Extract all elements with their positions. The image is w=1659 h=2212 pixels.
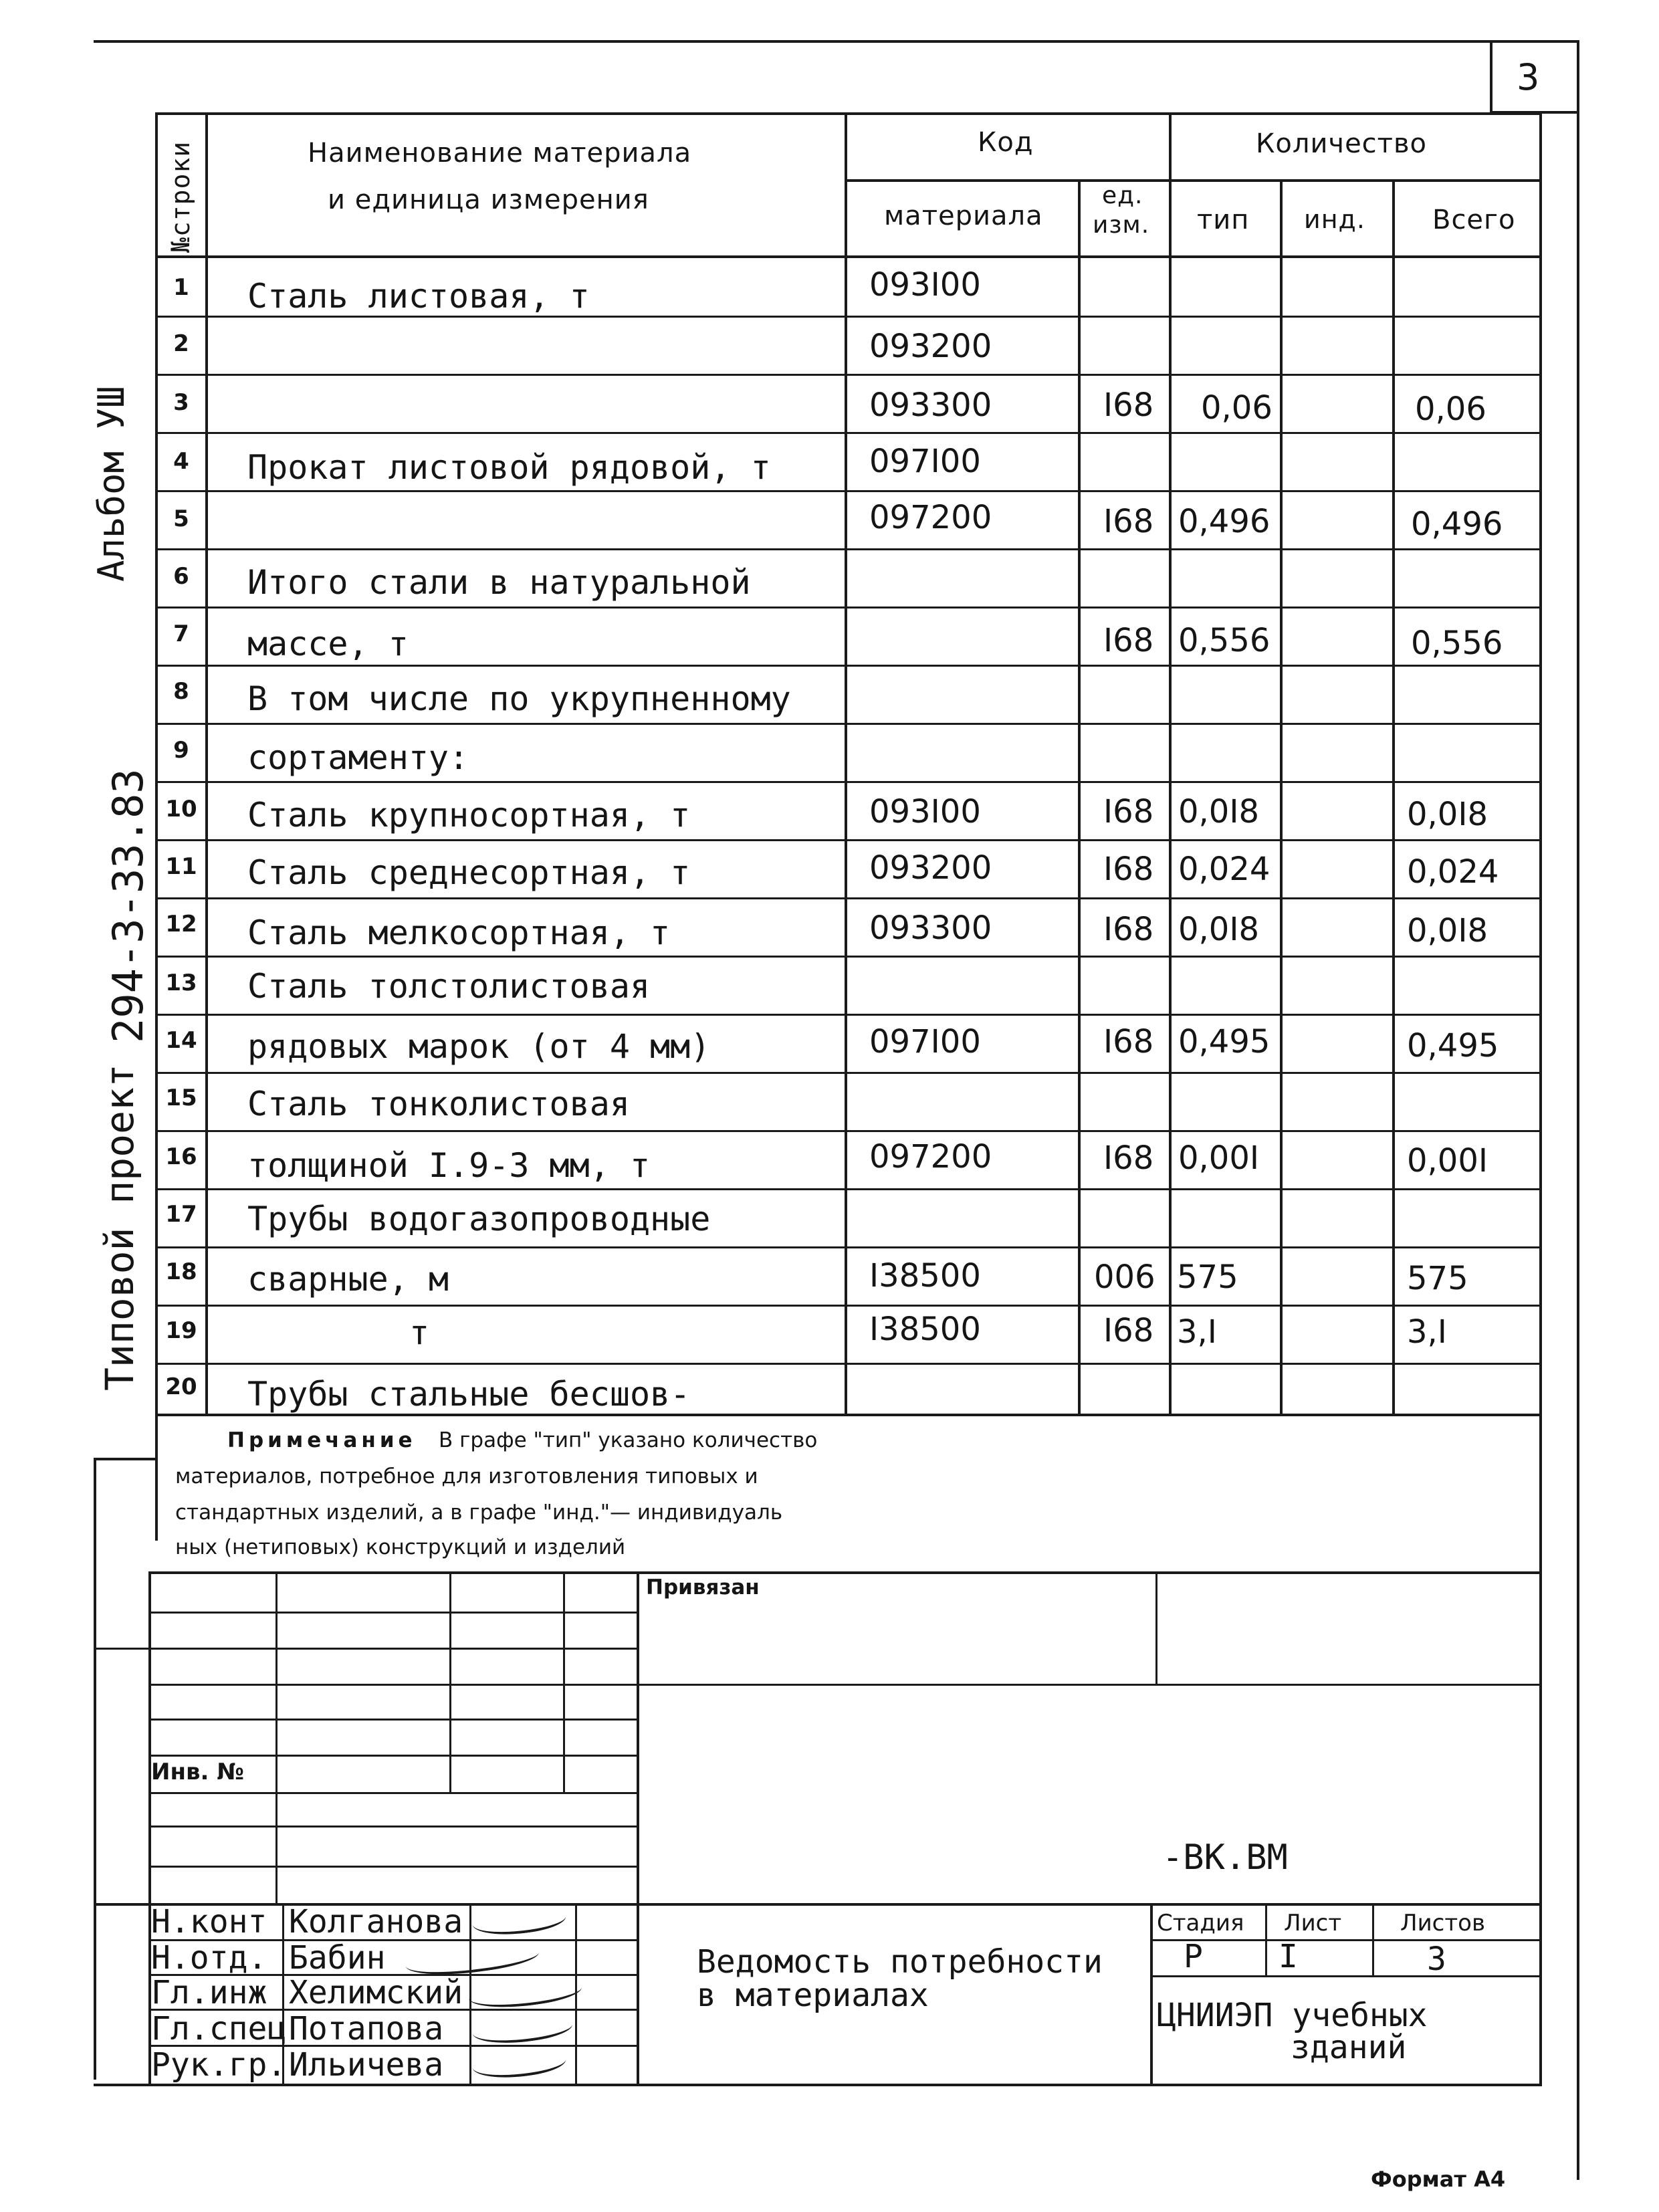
row-name: т	[409, 1313, 430, 1352]
row-code: 097I00	[869, 1023, 981, 1061]
side-project-code: 294-3-33.83	[104, 768, 152, 1043]
row-total: 0,0I8	[1407, 912, 1488, 950]
stage-label: Стадия	[1157, 1910, 1244, 1937]
doc-code: -ВК.ВМ	[1162, 1838, 1288, 1878]
row-name: Итого стали в натуральной	[247, 563, 751, 602]
row-unit: I68	[1103, 622, 1154, 659]
person-role: Гл.спец	[151, 2010, 287, 2048]
row-code: 093200	[869, 849, 992, 887]
row-total: 0,0I8	[1407, 796, 1488, 833]
header-name-line2: и единица измерения	[328, 185, 649, 215]
sheet-value: I	[1279, 1938, 1298, 1975]
row-typ: 0,556	[1178, 622, 1270, 659]
frame-right	[1577, 40, 1579, 2180]
row-number: 6	[173, 563, 189, 590]
row-number: 7	[173, 621, 189, 647]
row-total: 0,00I	[1407, 1142, 1488, 1180]
row-total: 0,06	[1415, 391, 1486, 428]
note-top	[155, 1414, 1542, 1416]
row-unit: I68	[1103, 911, 1154, 948]
row-name: толщиной I.9-3 мм, т	[247, 1146, 651, 1185]
row-code: 097I00	[869, 443, 981, 480]
signature-3	[467, 1971, 583, 2013]
row-name: сварные, м	[247, 1260, 449, 1299]
doc-title-line2: в материалах	[697, 1977, 929, 2014]
sheets-value: 3	[1427, 1941, 1446, 1978]
signature-5	[471, 2043, 567, 2083]
note-label: Примечание	[227, 1428, 417, 1452]
note-line1: В графе "тип" указано количество	[439, 1428, 818, 1452]
row-number: 10	[165, 796, 197, 822]
row-name: Сталь крупносортная, т	[247, 796, 691, 835]
row-name: Трубы стальные бесшов-	[247, 1375, 691, 1414]
row-number: 20	[165, 1373, 197, 1400]
row-number: 4	[173, 448, 189, 475]
header-code: Код	[978, 127, 1034, 158]
row-typ: 0,495	[1178, 1023, 1270, 1061]
row-code: 093200	[869, 328, 992, 365]
org-line1: ЦНИИЭП учебных	[1157, 1997, 1428, 2034]
row-name: Трубы водогазопроводные	[247, 1200, 711, 1238]
row-typ: 0,024	[1178, 851, 1270, 888]
sheet-label: Лист	[1284, 1910, 1342, 1937]
row-typ: 0,00I	[1178, 1139, 1260, 1177]
row-name: рядовых марок (от 4 мм)	[247, 1027, 711, 1066]
outer-left-frame	[94, 1458, 96, 2080]
row-code: I38500	[869, 1311, 981, 1348]
row-unit: I68	[1103, 1023, 1154, 1061]
row-unit: I68	[1103, 1312, 1154, 1349]
row-name: Сталь тонколистовая	[247, 1085, 630, 1123]
page-number: 3	[1517, 56, 1540, 98]
row-name: Сталь среднесортная, т	[247, 853, 691, 892]
row-number: 5	[173, 506, 189, 532]
row-code: 097200	[869, 499, 992, 536]
side-project-type: Типовой проект	[97, 1064, 142, 1391]
row-number: 14	[165, 1027, 197, 1054]
row-total: 3,I	[1407, 1313, 1447, 1351]
person-name: Хелимский	[289, 1974, 463, 2011]
person-role: Гл.инж	[151, 1974, 267, 2011]
row-total: 0,496	[1411, 506, 1503, 543]
note-line4: ных (нетиповых) конструкций и изделий	[175, 1535, 626, 1559]
row-code: 093I00	[869, 266, 981, 304]
row-number: 19	[165, 1317, 197, 1344]
header-material: материала	[884, 201, 1043, 231]
row-number: 11	[165, 853, 197, 880]
note-right	[1539, 1414, 1542, 1541]
person-role: Н.конт	[151, 1903, 267, 1941]
row-typ: 0,0I8	[1178, 911, 1260, 948]
doc-title-line1: Ведомость потребности	[697, 1943, 1103, 1981]
row-typ: 3,I	[1177, 1313, 1217, 1351]
row-code: 093300	[869, 909, 992, 947]
row-code: 093300	[869, 386, 992, 424]
row-unit: I68	[1103, 793, 1154, 831]
row-number: 3	[173, 389, 189, 416]
row-total: 0,556	[1411, 625, 1503, 662]
side-album: Альбом УШ	[90, 386, 132, 582]
row-unit: I68	[1103, 1139, 1154, 1177]
row-number: 1	[173, 274, 189, 301]
org-line2: зданий	[1291, 2029, 1407, 2066]
row-name: сортаменту:	[247, 738, 469, 777]
header-unit-line1: ед.	[1102, 182, 1143, 209]
row-name: Сталь мелкосортная, т	[247, 913, 671, 952]
note-line3: стандартных изделий, а в графе "инд."— индивидуаль	[175, 1501, 783, 1525]
row-unit: 006	[1094, 1258, 1155, 1296]
row-name: Сталь листовая, т	[247, 277, 590, 316]
row-number: 12	[165, 911, 197, 937]
row-name: массе, т	[247, 625, 409, 663]
row-typ: 0,06	[1201, 389, 1273, 427]
row-name: Сталь толстолистовая	[247, 967, 651, 1006]
person-name: Бабин	[289, 1939, 386, 1977]
row-name: В том числе по укрупненному	[247, 679, 791, 718]
person-name: Ильичева	[289, 2046, 444, 2084]
privyazan-label: Привязан	[646, 1575, 760, 1599]
row-total: 575	[1407, 1260, 1468, 1297]
row-number: 15	[165, 1085, 197, 1111]
header-typ: тип	[1197, 205, 1250, 235]
row-number: 8	[173, 678, 189, 705]
sheets-label: Листов	[1400, 1910, 1486, 1937]
person-name: Колганова	[289, 1903, 463, 1941]
row-number: 2	[173, 330, 189, 357]
outer-left-top	[94, 1458, 155, 1460]
page-number-box-left	[1490, 40, 1492, 112]
signature-4	[471, 2009, 574, 2049]
row-code: 093I00	[869, 793, 981, 831]
person-role: Рук.гр.	[151, 2046, 287, 2084]
person-name: Потапова	[289, 2010, 444, 2048]
row-unit: I68	[1103, 503, 1154, 540]
row-typ: 0,496	[1178, 503, 1270, 540]
signature-1	[471, 1900, 567, 1940]
format-label: Формат А4	[1371, 2167, 1506, 2192]
row-unit: I68	[1103, 386, 1154, 424]
row-total: 0,024	[1407, 853, 1499, 891]
inv-no-label: Инв. №	[151, 1759, 245, 1785]
note-left	[155, 1414, 158, 1541]
row-code: I38500	[869, 1257, 981, 1295]
note-line2: материалов, потребное для изготовления типовых и	[175, 1464, 758, 1488]
row-number: 13	[165, 970, 197, 996]
row-number: 17	[165, 1201, 197, 1228]
stage-value: Р	[1184, 1938, 1203, 1975]
row-number: 16	[165, 1143, 197, 1170]
row-number: 18	[165, 1258, 197, 1285]
header-total: Всего	[1432, 205, 1516, 235]
row-code: 097200	[869, 1138, 992, 1176]
header-name-line1: Наименование материала	[308, 138, 692, 169]
header-row-no: №строки	[166, 140, 195, 253]
person-role: Н.отд.	[151, 1939, 267, 1977]
row-typ: 575	[1177, 1258, 1238, 1296]
row-typ: 0,0I8	[1178, 793, 1260, 831]
header-unit-line2: изм.	[1093, 211, 1150, 239]
header-quantity: Количество	[1256, 128, 1428, 159]
header-ind: инд.	[1304, 205, 1365, 234]
top-rule	[94, 40, 1578, 43]
row-unit: I68	[1103, 851, 1154, 888]
row-name: Прокат листовой рядовой, т	[247, 448, 771, 487]
row-total: 0,495	[1407, 1027, 1499, 1065]
row-number: 9	[173, 737, 189, 764]
